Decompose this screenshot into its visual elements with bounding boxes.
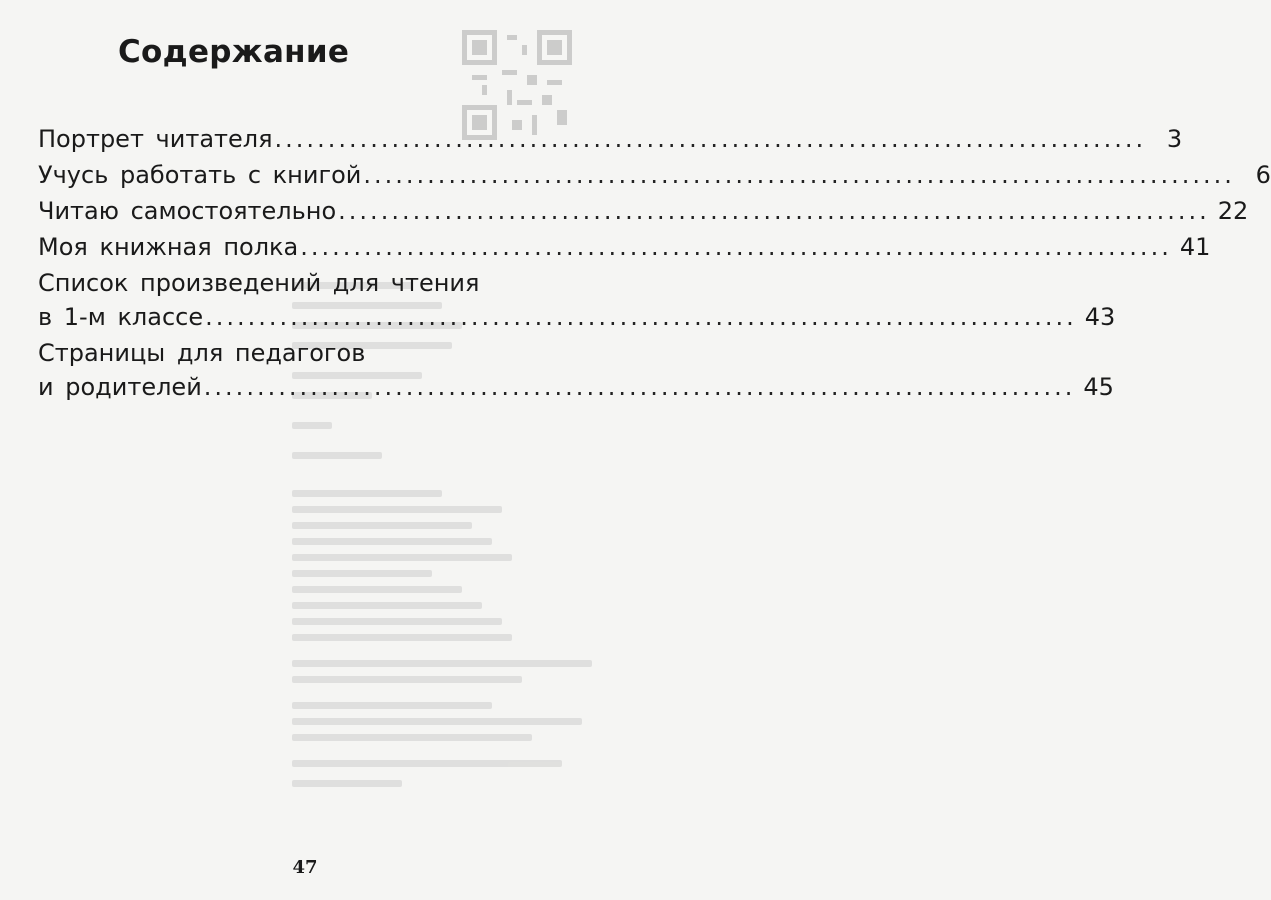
toc-entry[interactable] <box>38 336 1114 404</box>
toc-entry[interactable] <box>38 230 1211 264</box>
toc-entry[interactable] <box>38 122 1183 156</box>
toc-entry-page: 43 <box>1084 303 1116 331</box>
toc-entry-title: Учусь работать с книгой <box>38 161 362 189</box>
toc-entry-title: Моя книжная полка <box>38 233 299 261</box>
toc-entry-title-line2: и родителей <box>38 373 202 401</box>
dot-leader: .................................................................................. <box>363 161 1235 189</box>
toc-entry[interactable] <box>38 194 1249 228</box>
dot-leader: .................................................................................. <box>205 303 1077 331</box>
dot-leader: .................................................................................. <box>300 233 1172 261</box>
toc-entry-page: 22 <box>1217 197 1249 225</box>
dot-leader: .................................................................................. <box>274 125 1147 153</box>
page-number: 47 <box>292 857 318 878</box>
toc-entry-page: 45 <box>1083 373 1114 401</box>
toc-entry-title: Читаю самостоятельно <box>38 197 337 225</box>
toc-entry-page: 41 <box>1179 233 1211 261</box>
toc-entry[interactable] <box>38 158 1271 192</box>
toc-entry-title: Портрет читателя <box>38 125 273 153</box>
table-of-contents <box>38 122 1271 406</box>
toc-entry-title-line1: Страницы для педагогов <box>38 339 366 367</box>
toc-entry-title-line2: в 1-м классе <box>38 303 204 331</box>
toc-entry-page: 6 <box>1255 161 1271 189</box>
toc-entry[interactable] <box>38 266 1116 334</box>
toc-entry-page: 3 <box>1166 125 1183 153</box>
dot-leader: .................................................................................. <box>203 373 1076 401</box>
toc-entry-title-line1: Список произведений для чтения <box>38 269 480 297</box>
dot-leader: .................................................................................. <box>338 197 1210 225</box>
page-title: Содержание <box>118 34 350 70</box>
